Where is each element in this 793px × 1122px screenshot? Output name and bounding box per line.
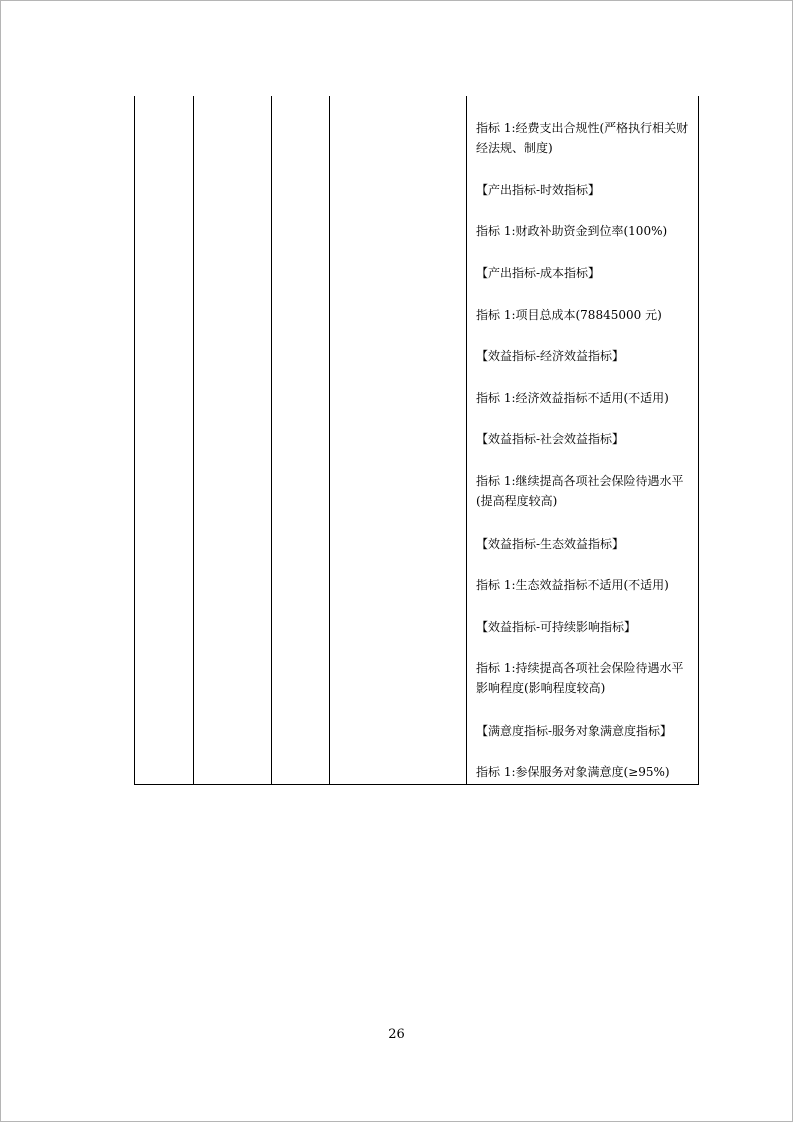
indicator-line: 指标 1:持续提高各项社会保险待遇水平影响程度(影响程度较高) <box>476 661 684 695</box>
indicator-line: 指标 1:经济效益指标不适用(不适用) <box>476 391 669 405</box>
indicator-category: 【满意度指标-服务对象满意度指标】 <box>476 724 673 738</box>
indicator-category: 【产出指标-成本指标】 <box>476 266 601 280</box>
indicator-line: 指标 1:生态效益指标不适用(不适用) <box>476 578 669 592</box>
indicator-category: 【效益指标-经济效益指标】 <box>476 349 625 363</box>
indicator-category: 【产出指标-时效指标】 <box>476 183 601 197</box>
indicator-line: 指标 1:经费支出合规性(严格执行相关财经法规、制度) <box>476 121 689 155</box>
indicator-category: 【效益指标-生态效益指标】 <box>476 537 625 551</box>
indicator-line: 指标 1:继续提高各项社会保险待遇水平(提高程度较高) <box>476 474 684 508</box>
table-column-divider <box>271 96 272 784</box>
indicator-category: 【效益指标-可持续影响指标】 <box>476 620 637 634</box>
table-column-divider <box>698 96 699 784</box>
indicator-category: 【效益指标-社会效益指标】 <box>476 432 625 446</box>
indicator-line: 指标 1:财政补助资金到位率(100%) <box>476 224 668 238</box>
table-column-divider <box>193 96 194 784</box>
page-number: 26 <box>388 1027 405 1042</box>
indicator-line: 指标 1:参保服务对象满意度(≥95%) <box>476 765 670 779</box>
table-column-divider <box>329 96 330 784</box>
table-column-divider <box>134 96 135 784</box>
table-column-divider <box>466 96 467 784</box>
indicator-line: 指标 1:项目总成本(78845000 元) <box>476 308 662 322</box>
